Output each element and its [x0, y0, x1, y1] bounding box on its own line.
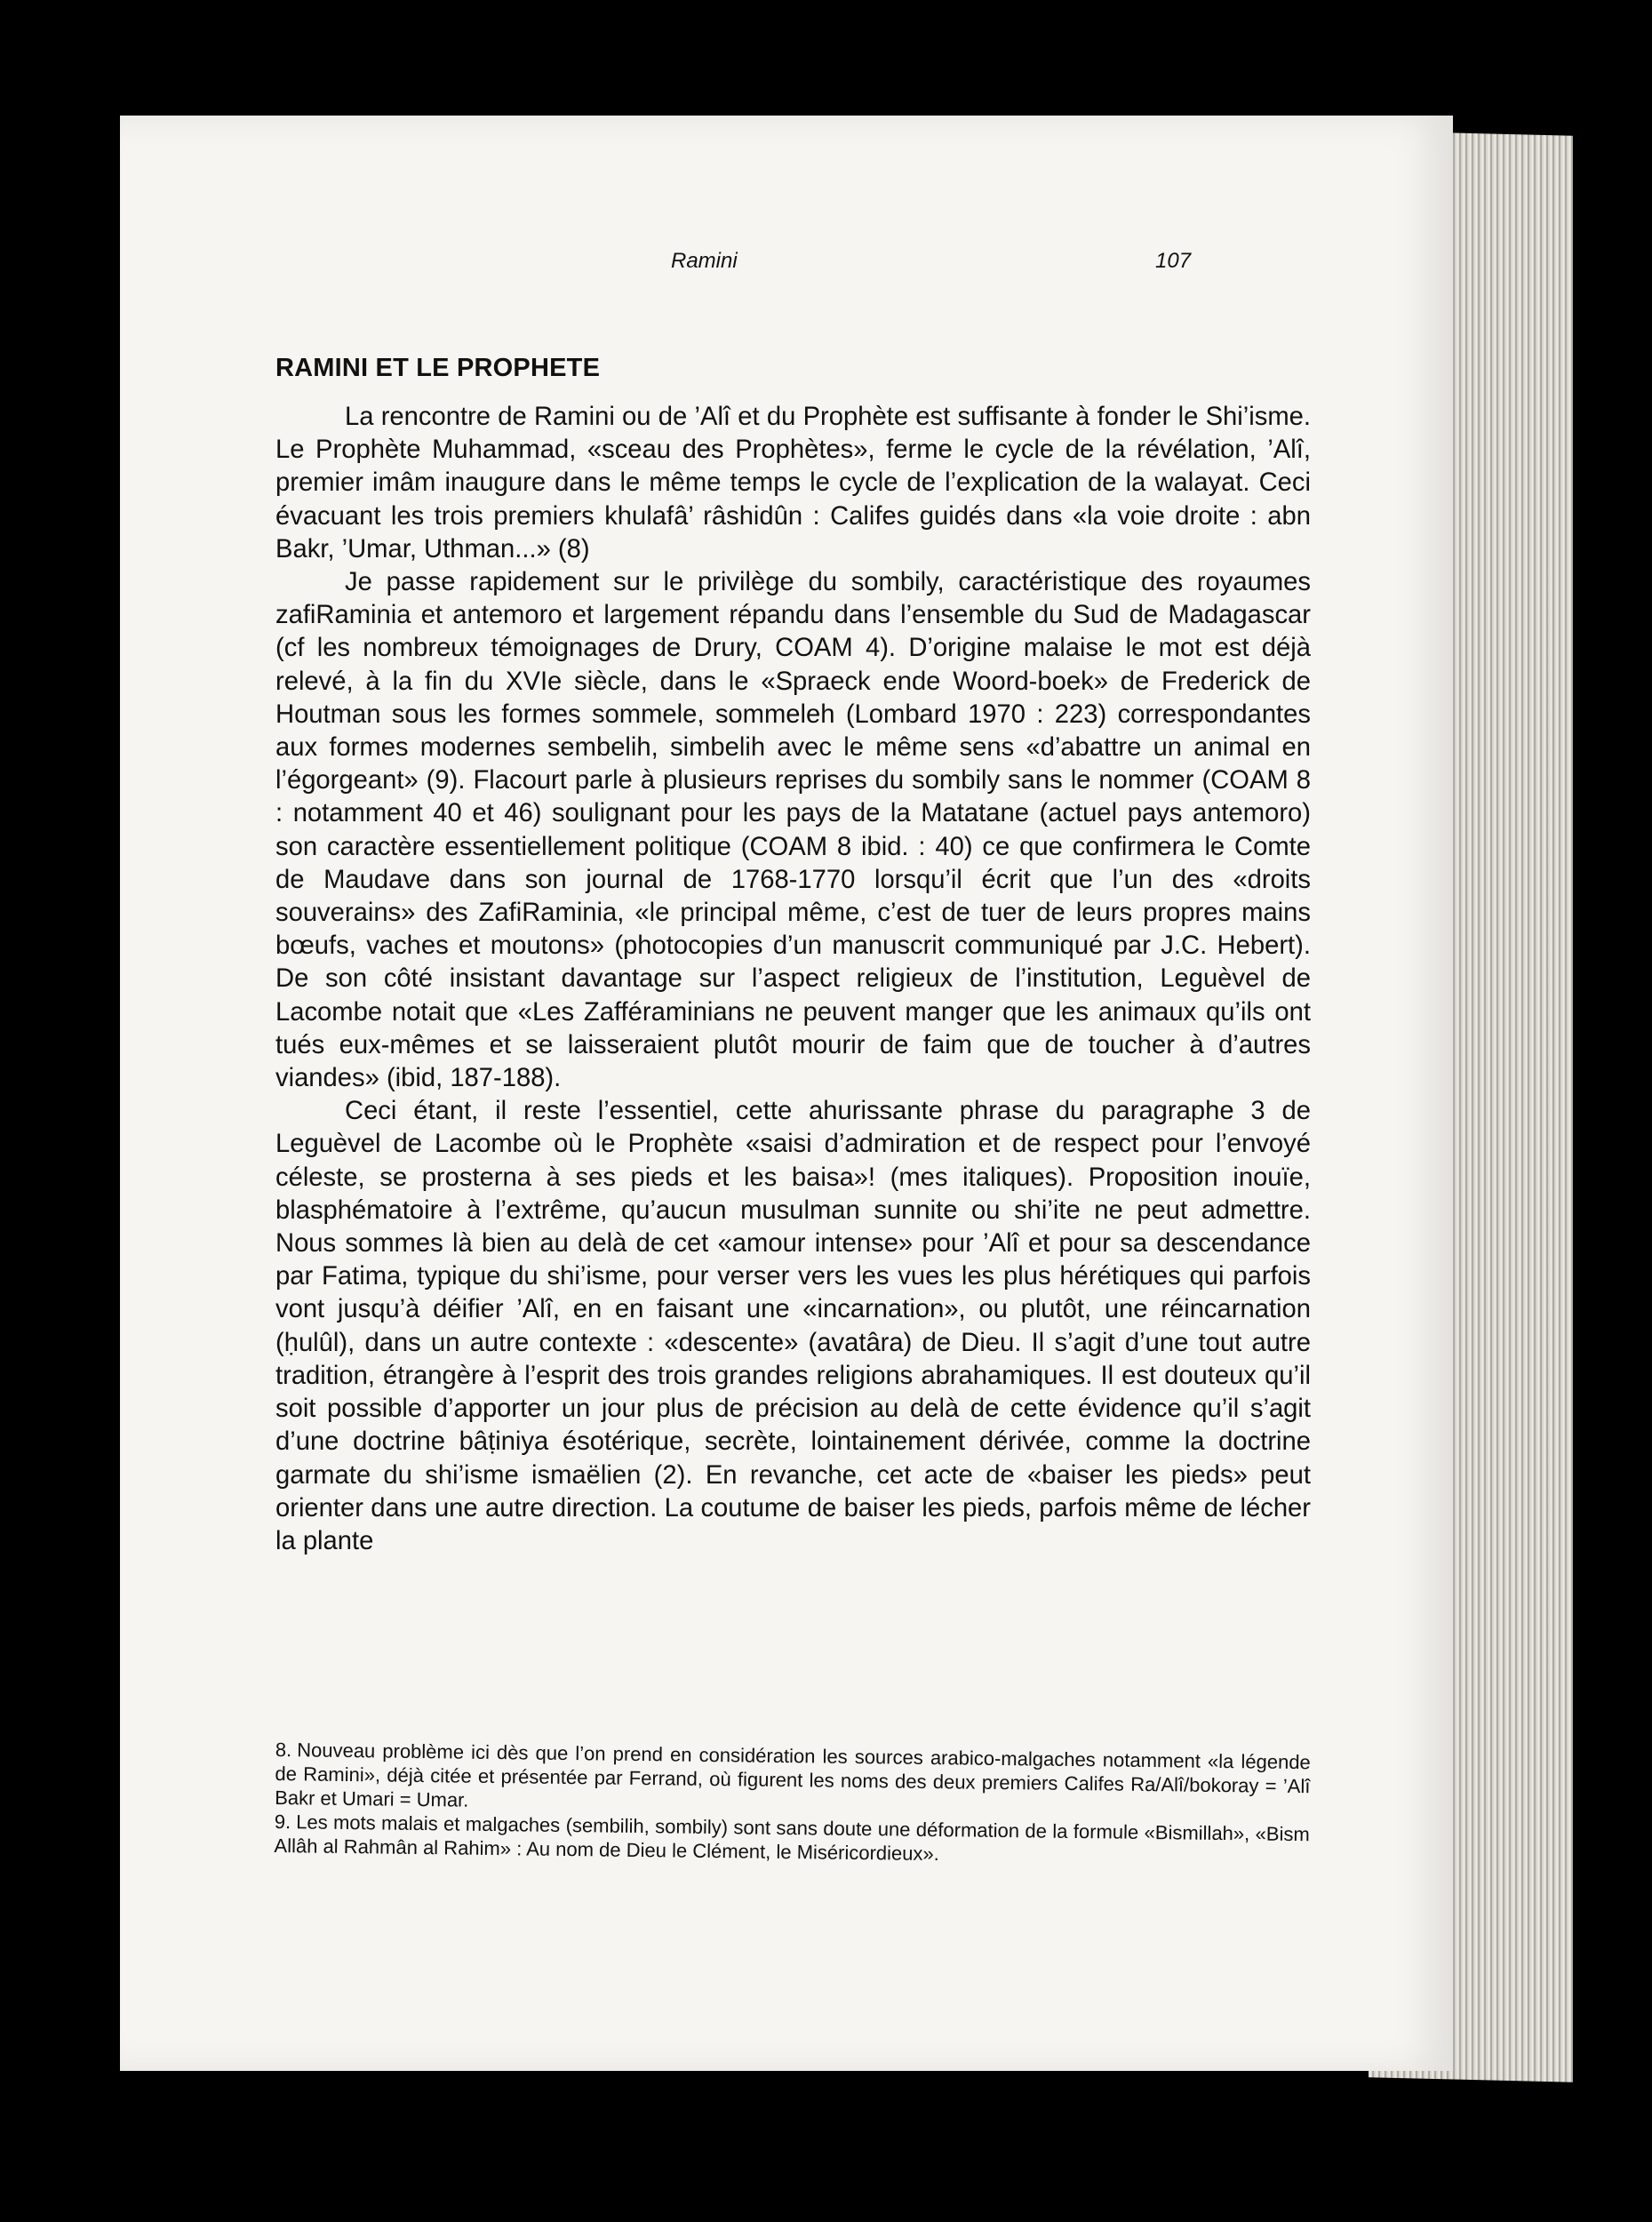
footnote-8 [275, 1738, 1311, 1822]
paragraph-1: La rencontre de Ramini ou de ’Alî et du Prophète est suffisante à fonder le Shi’isme. Le Prophète Muhammad, «sceau des Prophètes», ferme le cycle de la révélation, ’Alî, premier imâm inaugure dans le même temps le cycle de l’explication de la walayat. Ceci évacuant les trois premiers khulafâ’ râshidûn : Califes guidés dans «la voie droite : abn Bakr, ’Umar, Uthman...» (8) [275, 403, 1311, 563]
book-page [120, 116, 1453, 2071]
footnotes [274, 1738, 1311, 1870]
page-number: 107 [1155, 249, 1192, 273]
paragraph-3: Ceci étant, il reste l’essentiel, cette ahurissante phrase du paragraphe 3 de Leguèvel de Lacombe où le Prophète «saisi d’admiration et de respect pour l’envoyé céleste, se prosterna à ses pieds et les baisa»! (mes italiques). Proposition inouïe, blasphématoire à l’extrême, qu’aucun musulman sunnite ou shi’ite ne peut admettre. Nous sommes là bien au delà de cet «amour intense» pour ’Alî et pour sa descendance par Fatima, typique du shi’isme, pour verser vers les vues les plus hérétiques qui parfois vont jusqu’à déifier ’Alî, en en faisant une «incarnation», ou plutôt, une réincarnation (ḥulûl), dans un autre contexte : «descente» (avatâra) de Dieu. Il s’agit d’une tout autre tradition, étrangère à l’esprit des trois grandes religions abrahamiques. Il est douteux qu’il soit possible d’apporter un jour plus de précision au delà de cette évidence qu’il s’agit d’une doctrine bâṭiniya ésotérique, secrète, lointainement dérivée, comme la doctrine garmate du shi’isme ismaëlien (2). En revanche, cet acte de «baiser les pieds» peut orienter dans une autre direction. La coutume de baiser les pieds, parfois même de lécher la plante [275, 1097, 1311, 1555]
footnote-text: Les mots malais et malgaches (sembilih, sombily) sont sans doute une déformation de la formule «Bismillah», «Bism Allâh al Rahmân al Rahim» : Au nom de Dieu le Clément, le Miséricordieux». [274, 1810, 1310, 1866]
footnote-number: 8. [275, 1738, 292, 1762]
running-head: Ramini [671, 249, 738, 273]
paragraph-2: Je passe rapidement sur le privilège du sombily, caractéristique des royaumes zafiRaminia et antemoro et largement répandu dans l’ensemble du Sud de Madagascar (cf les nombreux témoignages de Drury, COAM 4). D’origine malaise le mot est déjà relevé, à la fin du XVIe siècle, dans le «Spraeck ende Woord-boek» de Frederick de Houtman sous les formes sommele, sommeleh (Lombard 1970 : 223) correspondantes aux formes modernes sembelih, simbelih avec le même sens «d’abattre un animal en l’égorgeant» (9). Flacourt parle à plusieurs reprises du sombily sans le nommer (COAM 8 : notamment 40 et 46) soulignant pour les pays de la Matatane (actuel pays antemoro) son caractère essentiellement politique (COAM 8 ibid. : 40) ce que confirmera le Comte de Maudave dans son journal de 1768-1770 lorsqu’il écrit que l’un des «droits souverains» des ZafiRaminia, «le principal même, c’est de tuer de leurs propres mains bœufs, vaches et moutons» (photocopies d’un manuscrit communiqué par J.C. Hebert). De son côté insistant davantage sur l’aspect religieux de l’institution, Leguèvel de Lacombe notait que «Les Zafféraminians ne peuvent manger que les animaux qu’ils ont tués eux-mêmes et se laisseraient plutôt mourir de faim que de toucher à d’autres viandes» (ibid, 187-188). [275, 568, 1311, 1093]
footnote-text: Nouveau problème ici dès que l’on prend en considération les sources arabico-malgaches notamment «la légende de Ramini», déjà citée et présentée par Ferrand, où figurent les noms des deux premiers Califes Ra/Alî/bokoray = ’Alî Bakr et Umari = Umar. [275, 1738, 1311, 1811]
main-text [275, 354, 1311, 1558]
footnote-number: 9. [274, 1810, 291, 1834]
section-title: RAMINI ET LE PROPHETE [275, 354, 601, 382]
